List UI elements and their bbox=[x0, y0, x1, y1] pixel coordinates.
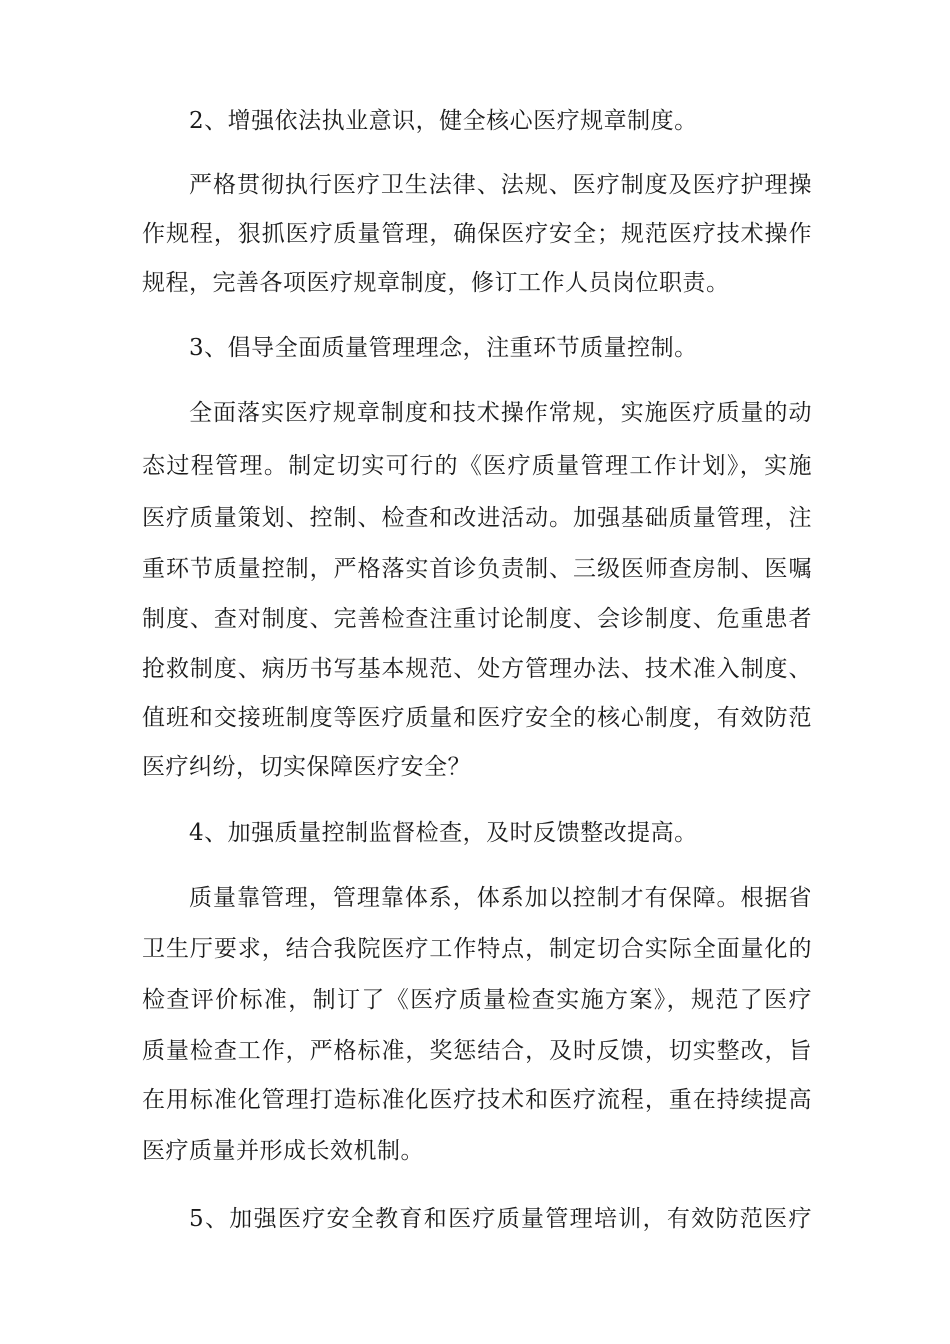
paragraph-line: 规程，完善各项医疗规章制度，修订工作人员岗位职责。 bbox=[142, 270, 730, 296]
paragraph-line: 质量检查工作，严格标准，奖惩结合，及时反馈，切实整改，旨 bbox=[142, 1038, 812, 1064]
paragraph-line: 态过程管理。制定切实可行的《医疗质量管理工作计划》，实施 bbox=[142, 453, 812, 479]
heading-3: 3、倡导全面质量管理理念，注重环节质量控制。 bbox=[189, 335, 698, 361]
paragraph-line: 医疗质量策划、控制、检查和改进活动。加强基础质量管理，注 bbox=[142, 505, 812, 531]
paragraph-line: 抢救制度、病历书写基本规范、处方管理办法、技术准入制度、 bbox=[142, 656, 812, 682]
paragraph-line: 检查评价标准，制订了《医疗质量检查实施方案》，规范了医疗 bbox=[142, 987, 812, 1013]
paragraph-line: 严格贯彻执行医疗卫生法律、法规、医疗制度及医疗护理操 bbox=[189, 172, 812, 198]
paragraph-line: 医疗纠纷，切实保障医疗安全？ bbox=[142, 754, 471, 780]
paragraph-line: 在用标准化管理打造标准化医疗技术和医疗流程，重在持续提高 bbox=[142, 1087, 812, 1113]
paragraph-line: 质量靠管理，管理靠体系，体系加以控制才有保障。根据省 bbox=[189, 885, 812, 911]
paragraph-line: 值班和交接班制度等医疗质量和医疗安全的核心制度，有效防范 bbox=[142, 705, 812, 731]
heading-5: 5、加强医疗安全教育和医疗质量管理培训，有效防范医疗 bbox=[189, 1206, 812, 1232]
paragraph-line: 作规程，狠抓医疗质量管理，确保医疗安全；规范医疗技术操作 bbox=[142, 221, 812, 247]
heading-2: 2、增强依法执业意识，健全核心医疗规章制度。 bbox=[189, 108, 698, 134]
paragraph-line: 重环节质量控制，严格落实首诊负责制、三级医师查房制、医嘱 bbox=[142, 556, 812, 582]
paragraph-line: 全面落实医疗规章制度和技术操作常规，实施医疗质量的动 bbox=[189, 400, 812, 426]
paragraph-line: 卫生厅要求，结合我院医疗工作特点，制定切合实际全面量化的 bbox=[142, 936, 812, 962]
heading-4: 4、加强质量控制监督检查，及时反馈整改提高。 bbox=[189, 820, 698, 846]
paragraph-line: 制度、查对制度、完善检查注重讨论制度、会诊制度、危重患者 bbox=[142, 606, 812, 632]
paragraph-line: 医疗质量并形成长效机制。 bbox=[142, 1138, 424, 1164]
